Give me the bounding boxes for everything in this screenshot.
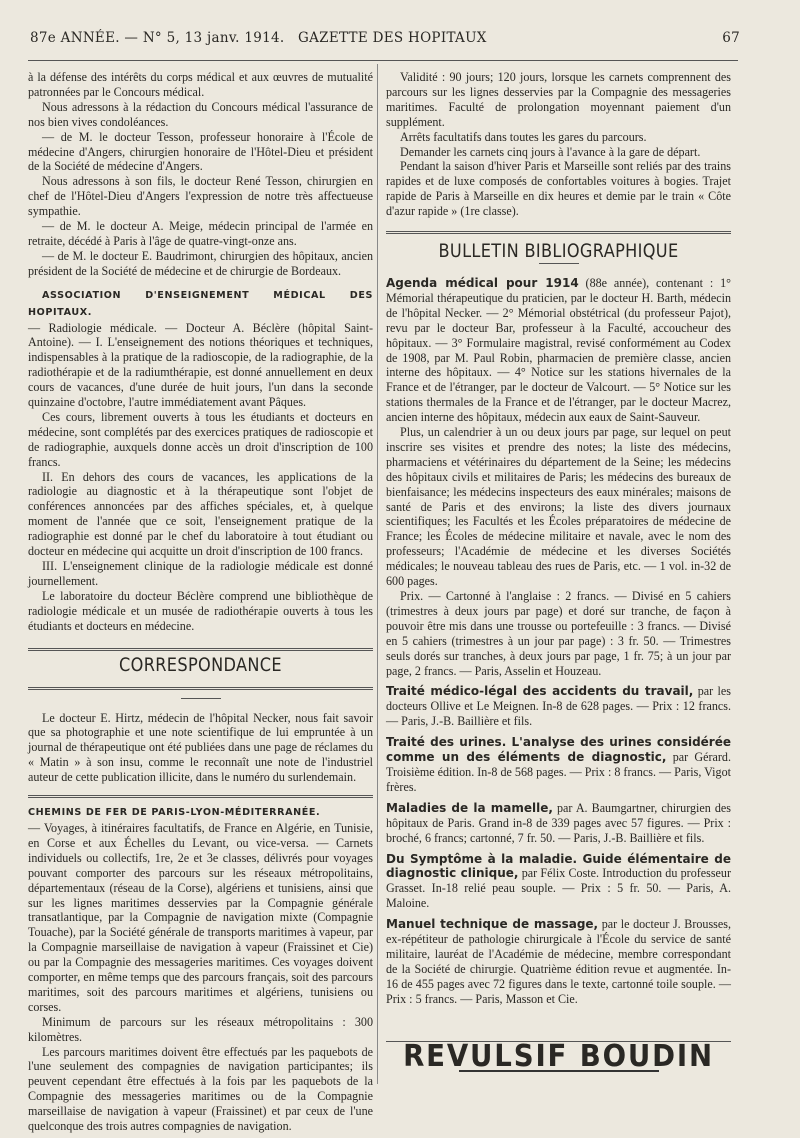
paragraph: Plus, un calendrier à un ou deux jours par page, sur lequel on peut inscrire ses visites et prendre des notes; la liste des médecins, pharmaciens et vétérinaires du département de la Seine; les médecins des hôpitaux civils et militaires de Paris; les médecins des bureaux de bienfaisance; les médecins inspecteurs des eaux minérales; maisons de santé de Paris et des environs; la liste des divers journaux scientifiques; les Facultés et les Écoles préparatoires de médecine de France; les Écoles de médecine militaire et navale, avec le nom des professeurs; l'Académie de médecine et les diverses Sociétés médicales; le nouveau tableau des rues de Paris, etc. — 1 vol. in-32 de 600 pages. bbox=[386, 425, 731, 589]
left-column bbox=[28, 70, 373, 1134]
paragraph: Demander les carnets cinq jours à l'avance à la gare de départ. bbox=[400, 144, 701, 159]
advertisement-text: REVULSIF BOUDIN bbox=[403, 1038, 714, 1074]
paragraph: Les parcours maritimes doivent être effectués par les paquebots de l'une seulement des compagnies de navigation participantes; ils peuvent cependant être effectués à la fois par les paquebots de la Compagnie des messageries maritimes ou de la Compagnie marseillaise de navigation à vapeur (Fraissinet) et par ceux de l'une quelconque des trois autres compagnies de navigation. bbox=[28, 1044, 373, 1134]
journal-title: GAZETTE DES HOPITAUX bbox=[298, 30, 487, 46]
correspondance-frame bbox=[28, 648, 373, 690]
bib-entry bbox=[386, 735, 731, 795]
paragraph: — de M. le docteur Tesson, professeur honoraire à l'École de médecine d'Angers, chirurgien honoraire de l'Hôtel-Dieu et président de la Société de médecine d'Angers. bbox=[28, 129, 373, 174]
paragraph: Nous adressons à la rédaction du Concours médical l'assurance de nos bien vives condoléances. bbox=[28, 99, 373, 129]
bib-entry-body: par le docteur J. Brousses, ex-répétiteur de pathologie chirurgicale à l'École du service de santé militaire, lauréat de l'Académie de médecine, membre correspondant de la Société de chirurgie. Quatrième édition revue et augmentée. In-16 de 455 pages avec 72 figures dans le texte, cartonné toile souple. — Prix : 5 francs. — Paris, Masson et Cie. bbox=[386, 917, 731, 1006]
issue-line: 87e ANNÉE. — N° 5, 13 janv. 1914. bbox=[30, 30, 285, 46]
bib-entry-body: par Félix Coste. Introduction du professeur Grasset. In-18 relié peau souple. — Prix : 5 fr. 50. — Paris, A. Maloine. bbox=[386, 866, 731, 911]
running-header bbox=[30, 30, 740, 52]
association-heading: ASSOCIATION D'ENSEIGNEMENT MÉDICAL DES HOPITAUX. bbox=[28, 289, 373, 318]
bib-entry bbox=[386, 276, 731, 678]
railway-heading: CHEMINS DE FER DE PARIS-LYON-MÉDITERRANÉE. bbox=[28, 807, 321, 819]
paragraph: Ces cours, librement ouverts à tous les étudiants et docteurs en médecine, sont complétés par des exercices pratiques de radioscopie et de radiographie, auxquels donne accès un droit d'inscription de 100 francs. bbox=[28, 409, 373, 469]
title-dash bbox=[539, 263, 579, 264]
bib-entry-body: par A. Baumgartner, chirurgien des hôpitaux de Paris. Grand in-8 de 339 pages avec 57 figures. — Prix : broché, 6 francs; cartonné, 7 fr. 50. — Paris, J.-B. Baillière et fils. bbox=[386, 800, 731, 845]
paragraph: Le laboratoire du docteur Béclère comprend une bibliothèque de radiologie médicale et un musée de radiothérapie ouverts à tous les étudiants et docteurs en médecine. bbox=[28, 588, 373, 633]
bib-entry-title: Traité des urines. L'analyse des urines considérée comme un des éléments de diagnostic, bbox=[386, 735, 731, 765]
paragraph: Nous adressons à son fils, le docteur René Tesson, chirurgien en chef de l'Hôtel-Dieu d'Angers l'expression de notre très affectueuse sympathie. bbox=[28, 174, 373, 219]
section-rule bbox=[386, 231, 731, 234]
bib-entry-body: par les docteurs Ollive et Le Meignen. In-8 de 628 pages. — Prix : 12 francs. — Paris, J.-B. Baillière et fils. bbox=[386, 684, 731, 729]
advertisement bbox=[386, 1038, 731, 1074]
bib-entry bbox=[386, 917, 731, 1006]
paragraph: Arrêts facultatifs dans toutes les gares du parcours. bbox=[400, 129, 647, 144]
paragraph: Prix. — Cartonné à l'anglaise : 2 francs. — Divisé en 5 cahiers (trimestres à deux jours par page) et doré sur tranche, de façon à pouvoir être mis dans une trousse ou portefeuille : 3 francs. — Divisé en 5 cahiers (trimestres à un jour par page) : 3 fr. 50. — Trimestres seuls dorés sur tranches, à deux jours par page, 1 fr. 75; à un jour par page, 2 francs. — Paris, Asselin et Houzeau. bbox=[386, 589, 731, 678]
header-rule bbox=[28, 60, 738, 61]
bib-entry-body: (88e année), contenant : 1° Mémorial thérapeutique du praticien, par le docteur H. Barth, médecin de l'hôpital Necker. — 2° Mémorial obstétrical (du professeur Pajot), revu par le docteur Bar, professeur à la Faculté, accoucheur des hôpitaux. — 3° Formulaire magistral, revisé conformément au Codex de 1908, par M. Paul Robin, pharmacien de première classe, ancien interne des hôpitaux. — 4° Notice sur les stations hivernales de la France et de l'étranger, par le docteur de Valcourt. — 5° Notice sur les stations thermales de la France et de l'étranger, par le docteur Macrez, ancien interne des hôpitaux, médecin aux eaux de Saint-Sauveur. bbox=[386, 275, 731, 425]
paragraph: — de M. le docteur A. Meige, médecin principal de l'armée en retraite, décédé à Paris à l'âge de quatre-vingt-onze ans. bbox=[28, 219, 373, 248]
bulletin-title: BULLETIN BIBLIOGRAPHIQUE bbox=[438, 240, 679, 263]
section-rule bbox=[28, 795, 373, 798]
correspondance-title: CORRESPONDANCE bbox=[119, 653, 282, 676]
bib-entry bbox=[386, 852, 731, 912]
bib-entry-body: par Gérard. Troisième édition. In-8 de 568 pages. — Prix : 8 francs. — Paris, Vigot frères. bbox=[386, 750, 731, 794]
bib-entry-title: Maladies de la mamelle, bbox=[386, 800, 553, 815]
title-dash bbox=[181, 698, 221, 699]
column-rule bbox=[377, 64, 378, 1084]
bib-entry-title: Agenda médical pour 1914 bbox=[386, 275, 579, 290]
bib-entry bbox=[386, 801, 731, 846]
paragraph: — Voyages, à itinéraires facultatifs, de France en Algérie, en Tunisie, en Corse et aux Échelles du Levant, ou vice-versa. — Carnets individuels ou collectifs, 1re, 2e et 3e classes, délivrés pour voyages pouvant comporter des parcours sur les réseaux métropolitains, départementaux (réseau de la Corse), algériens et tunisiens, ainsi que sur les lignes maritimes desservies par la Compagnie générale transatlantique, par la Compagnie de navigation mixte (Compagnie Touache), par la Société générale de transports maritimes à vapeur, par la Compagnie marseillaise de navigation à vapeur (Fraissinet et Cie) ou par la Compagnie des messageries maritimes. Ces voyages doivent comporter, en même temps que des parcours français, soit des parcours maritimes, soit des parcours maritimes et algériens, tunisiens ou corses. bbox=[28, 820, 373, 1014]
right-column bbox=[386, 70, 731, 1072]
bib-entry-title: Du Symptôme à la maladie. Guide élémentaire de diagnostic clinique, bbox=[386, 851, 731, 881]
paragraph: III. L'enseignement clinique de la radiologie médicale est donné journellement. bbox=[28, 559, 373, 588]
paragraph: Minimum de parcours sur les réseaux métropolitains : 300 kilomètres. bbox=[28, 1014, 373, 1044]
bib-entry-title: Manuel technique de massage, bbox=[386, 917, 599, 932]
page-number: 67 bbox=[722, 30, 740, 46]
paragraph: Le docteur E. Hirtz, médecin de l'hôpital Necker, nous fait savoir que sa photographie et une note scientifique de lui empruntée à un journal de thérapeutique ont été publiées dans une page de réclames du « Matin » à son insu, comme le reconnaît une note de l'industriel auteur de cette publication illicite, dans le numéro du surlendemain. bbox=[28, 710, 373, 785]
paragraph: à la défense des intérêts du corps médical et aux œuvres de mutualité patronnées par le Concours médical. bbox=[28, 70, 373, 99]
bib-entry bbox=[386, 684, 731, 729]
paragraph: — de M. le docteur E. Baudrimont, chirurgien des hôpitaux, ancien président de la Société de médecine et de chirurgie de Bordeaux. bbox=[28, 248, 373, 278]
section-head-paragraph bbox=[28, 804, 373, 821]
bib-entry-title: Traité médico-légal des accidents du travail, bbox=[386, 684, 694, 699]
paragraph: Pendant la saison d'hiver Paris et Marseille sont reliés par des trains rapides et de luxe composés de confortables voitures à bogies. Trajet rapide de Paris à Marseille en dix heures et demie par le train « Côte d'azur rapide » (1re classe). bbox=[386, 159, 731, 219]
paragraph: Validité : 90 jours; 120 jours, lorsque les carnets comprennent des parcours sur les lignes desservies par la Compagnie des messageries maritimes. Faculté de prolongation moyennant paiement d'un supplément. bbox=[386, 70, 731, 129]
paragraph: II. En dehors des cours de vacances, les applications de la radiologie au diagnostic et à la thérapeutique sont l'objet de conférences annoncées par des affiches spéciales, et, à quelque moment de l'année que ce soit, l'enseignement pratique de la radiographie est donné par le chef du laboratoire à tout étudiant ou docteur en médecine qui acquitte un droit d'inscription de 100 francs. bbox=[28, 469, 373, 559]
section-head-paragraph bbox=[28, 287, 373, 321]
paragraph: — Radiologie médicale. — Docteur A. Béclère (hôpital Saint-Antoine). — I. L'enseignement des notions théoriques et techniques, indispensables à la pratique de la radioscopie, de la radiographie, de la radiothérapie et de la radiumthérapie, est donné annuellement en deux cours de vacances, d'une durée de huit jours, l'un dans la seconde quinzaine d'octobre, l'autre immédiatement avant Pâques. bbox=[28, 320, 373, 410]
